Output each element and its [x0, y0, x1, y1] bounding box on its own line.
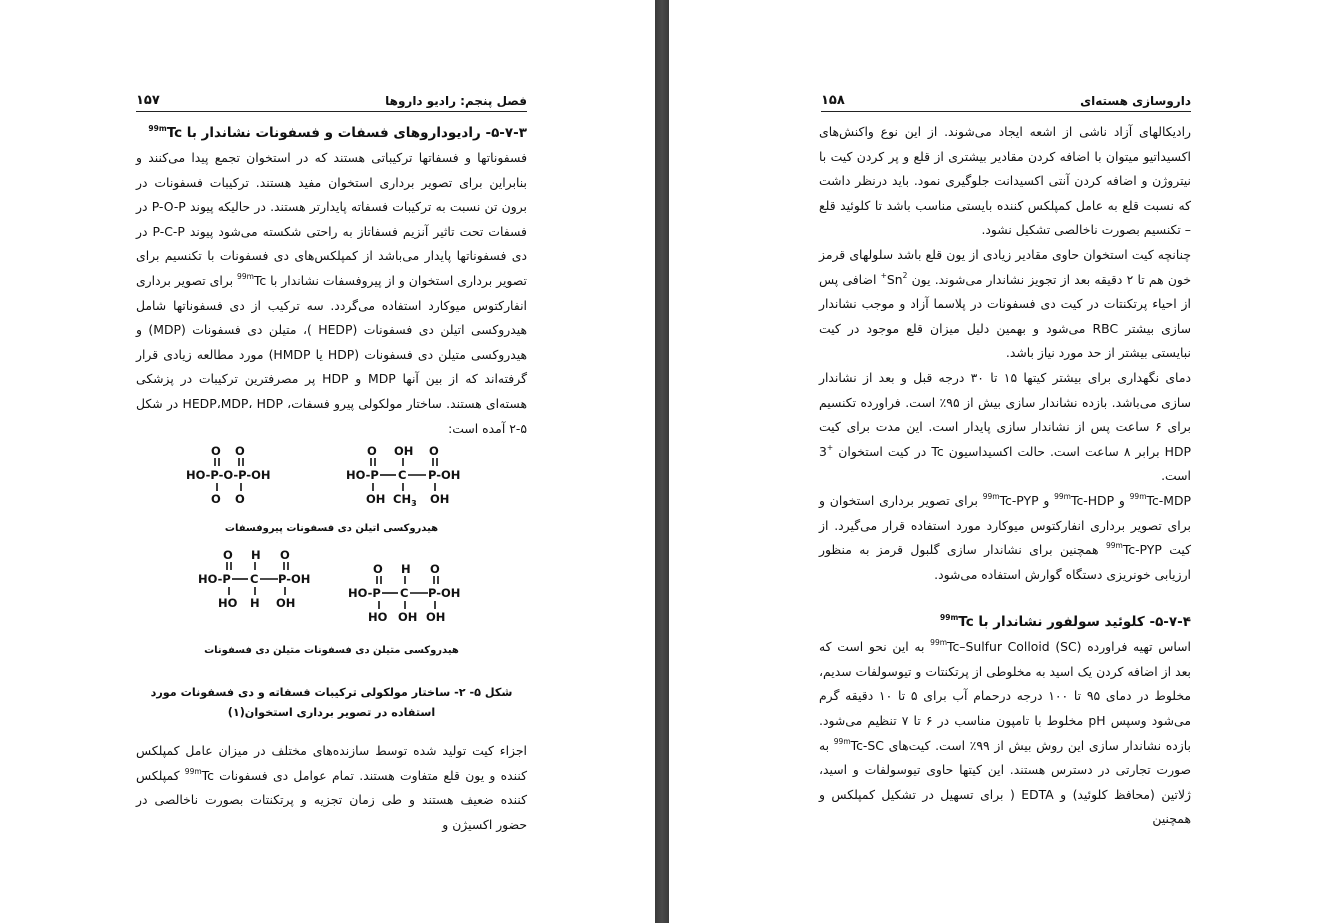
atom-o: O: [280, 548, 290, 563]
atom-o: O: [211, 444, 221, 459]
atom-ho-p: HO-P: [348, 586, 381, 601]
pyrophosphate-structure: [186, 443, 316, 513]
section-heading-phosphonates: ۵-۷-۳- رادیوداروهای فسفات و فسفونات نشاندار با $^{99m}$Tc: [148, 124, 527, 141]
hmdp-structure: [198, 547, 328, 619]
atom-oh: OH: [426, 610, 446, 625]
chemical-structures-figure: [136, 443, 527, 683]
paragraph-tin-content: چنانچه کیت استخوان حاوی مقادیر زیادی از یون قلع باشد سلولهای قرمز خون هم تا ۲ دقیقه بعد از تجویز نشاندار می‌شوند. یون $Sn^{2+}$ اضافی پس از احیاء پرتکنتات در کیت دی فسفونات در پلاسما آزاد و موجب نشاندار سازی بیشتر RBC می‌شود و بهمین دلیل میزان قلع موجود در کیت نبایستی بیشتر از حد مورد نیاز باشد.: [819, 246, 1191, 361]
atom-c: C: [250, 572, 259, 587]
atom-o: O: [373, 562, 383, 577]
atom-h: H: [401, 562, 411, 577]
figure-caption: شکل ۵- ۲- ساختار مولکولی ترکیبات فسفاته و دی فسفونات مورد استفاده در تصویر برداری استخوان(۱): [150, 686, 513, 720]
atom-o: O: [367, 444, 377, 459]
atom-ho: HO: [368, 610, 388, 625]
top-structures-caption: هیدروکسی اتیلن دی فسفونات پیروفسفات: [224, 523, 439, 535]
atom-ho-p: HO-P: [198, 572, 231, 587]
mdp-structure: [348, 561, 478, 633]
atom-oh: OH: [394, 444, 414, 459]
atom-oh: OH: [430, 492, 450, 507]
atom-h: H: [251, 548, 261, 563]
right-page: [669, 0, 1321, 923]
pyrophosphate-chain: HO-P-O-P-OH: [186, 468, 271, 483]
left-page: [0, 0, 655, 923]
left-header-title: فصل پنجم: رادیو داروها: [385, 94, 527, 108]
book-spine: [655, 0, 669, 923]
atom-oh: OH: [398, 610, 418, 625]
bottom-structures-caption: هیدروکسی متیلن دی فسفونات متیلن دی فسفونات: [204, 645, 459, 657]
atom-c: C: [398, 468, 407, 483]
atom-o: O: [211, 492, 221, 507]
atom-o: O: [235, 444, 245, 459]
paragraph-phosphonates: فسفوناتها و فسفاتها ترکیباتی هستند که در استخوان تجمع پیدا می‌کنند و بنابراین برای تصویر برداری استخوان مفید هستند. ترکیبات فسفونات در برون تن نسبت به ترکیبات فسفاته پایدارتر هستند. در حالیکه پیوند P-O-P در فسفات تحت تاثیر آنزیم فسفاتاز به راحتی شکسته می‌شود پیوند P-C-P در دی فسفوناتها پایدار می‌باشد از کمپلکس‌های دی فسفونات با تکنسیم برای تصویر برداری استخوان و از پیروفسفات نشاندار با $^{99m}$Tc برای تصویر برداری انفارکتوس میوکارد استفاده می‌گردد. سه ترکیب از دی فسفوناتها شامل هیدروکسی اتیلن دی فسفونات (HEDP )، متیلن دی فسفونات (MDP) و هیدروکسی متیلن دی فسفونات (HDP یا HMDP) مورد مطالعه زیادی قرار گرفته‌اند که از بین آنها MDP و HDP پر مصرفترین ترکیبات در پزشکی هسته‌ای هستند. ساختار مولکولی پیرو فسفات، HEDP،MDP، HDP در شکل ۵-۲ آمده است:: [135, 150, 527, 436]
atom-o: O: [235, 492, 245, 507]
right-page-number: ۱۵۸: [821, 93, 845, 108]
atom-p-oh: P-OH: [428, 586, 461, 601]
atom-p-oh: P-OH: [428, 468, 461, 483]
atom-c: C: [400, 586, 409, 601]
left-page-content: [136, 120, 527, 838]
atom-p-oh: P-OH: [278, 572, 311, 587]
atom-o: O: [429, 444, 439, 459]
atom-h: H: [250, 596, 260, 611]
paragraph-applications: $^{99m}$Tc-MDP و $^{99m}$Tc-HDP و $^{99m}$Tc-PYP برای تصویر برداری استخوان و برای تصویر برداری انفارکتوس میوکارد مورد استفاده قرار می‌گیرد. از کیت $^{99m}$Tc-PYP همچنین برای نشاندار سازی گلبول قرمز به منظور ارزیابی خونریزی دستگاه گوارش استفاده می‌شود.: [819, 491, 1191, 582]
atom-oh: OH: [366, 492, 386, 507]
paragraph-storage: دمای نگهداری برای بیشتر کیتها ۱۵ تا ۳۰ درجه قبل و بعد از نشاندار سازی می‌باشد. بازده نشاندار سازی بیش از ۹۵٪ است. فراورده تکنسیم برای ۶ ساعت پس از نشاندار سازی پایدار است. این مدت برای کیت HDP برابر ۸ ساعت است. حالت اکسیداسیون Tc در کیت استخوان +3 است.: [819, 369, 1192, 484]
paragraph-kit-components: اجزاء کیت تولید شده توسط سازنده‌های مختلف در میزان عامل کمپلکس کننده و یون قلع متفاوت هستند. تمام عوامل دی فسفونات $^{99m}$Tc کمپلکس کننده ضعیف هستند و طی زمان تجزیه و پرتکنتات بصورت ناخالصی در حضور اکسیژن و: [136, 743, 528, 832]
right-page-content: [819, 120, 1191, 832]
right-header-title: داروسازی هسته‌ای: [1080, 94, 1191, 108]
left-page-header: [136, 92, 527, 112]
atom-ho-p: HO-P: [346, 468, 379, 483]
atom-o: O: [430, 562, 440, 577]
atom-ch3: $CH_3$: [393, 492, 417, 509]
paragraph-sulfur-colloid: اساس تهیه فراورده $^{99m}$Tc–Sulfur Colloid (SC) به این نحو است که بعد از اضافه کردن یک اسید به مخلوطی از پرتکنتات و تیوسولفات سدیم، مخلوط در دمای ۹۵ تا ۱۰۰ درجه درحمام آب برای ۵ تا ۱۰ دقیقه گرم می‌شود وسپس pH مخلوط با تامپون مناسب در ۶ تا ۷ تنظیم می‌شود. بازده نشاندار سازی این روش بیش از ۹۹٪ است. کیت‌های $^{99m}$Tc-SC به صورت تجارتی در دسترس هستند. این کیتها حاوی تیوسولفات و اسید، ژلاتین (محافظ کلوئید) و EDTA ( برای تسهیل در تشکیل کمپلکس و همچنین: [819, 638, 1192, 827]
left-page-number: ۱۵۷: [136, 93, 160, 108]
hedp-structure: [346, 443, 476, 513]
section-heading-sulfur-colloid: ۵-۷-۴- کلوئید سولفور نشاندار با $^{99m}$Tc: [940, 613, 1191, 631]
right-page-header: [821, 92, 1191, 112]
atom-oh: OH: [276, 596, 296, 611]
atom-ho: HO: [218, 596, 238, 611]
paragraph-free-radicals: رادیکالهای آزاد ناشی از اشعه ایجاد می‌شوند. از این نوع واکنش‌های اکسیداتیو میتوان با اضافه کردن مقادیر بیشتری از قلع و پر کردن کیت با نیتروژن و اضافه کردن آنتی اکسیدانت جلوگیری نمود. باید درنظر داشت که نسبت قلع به عامل کمپلکس کننده بایستی مناسب باشد تا کلوئید قلع – تکنسیم بصورت ناخالصی تشکیل نشود.: [819, 124, 1191, 238]
atom-o: O: [223, 548, 233, 563]
